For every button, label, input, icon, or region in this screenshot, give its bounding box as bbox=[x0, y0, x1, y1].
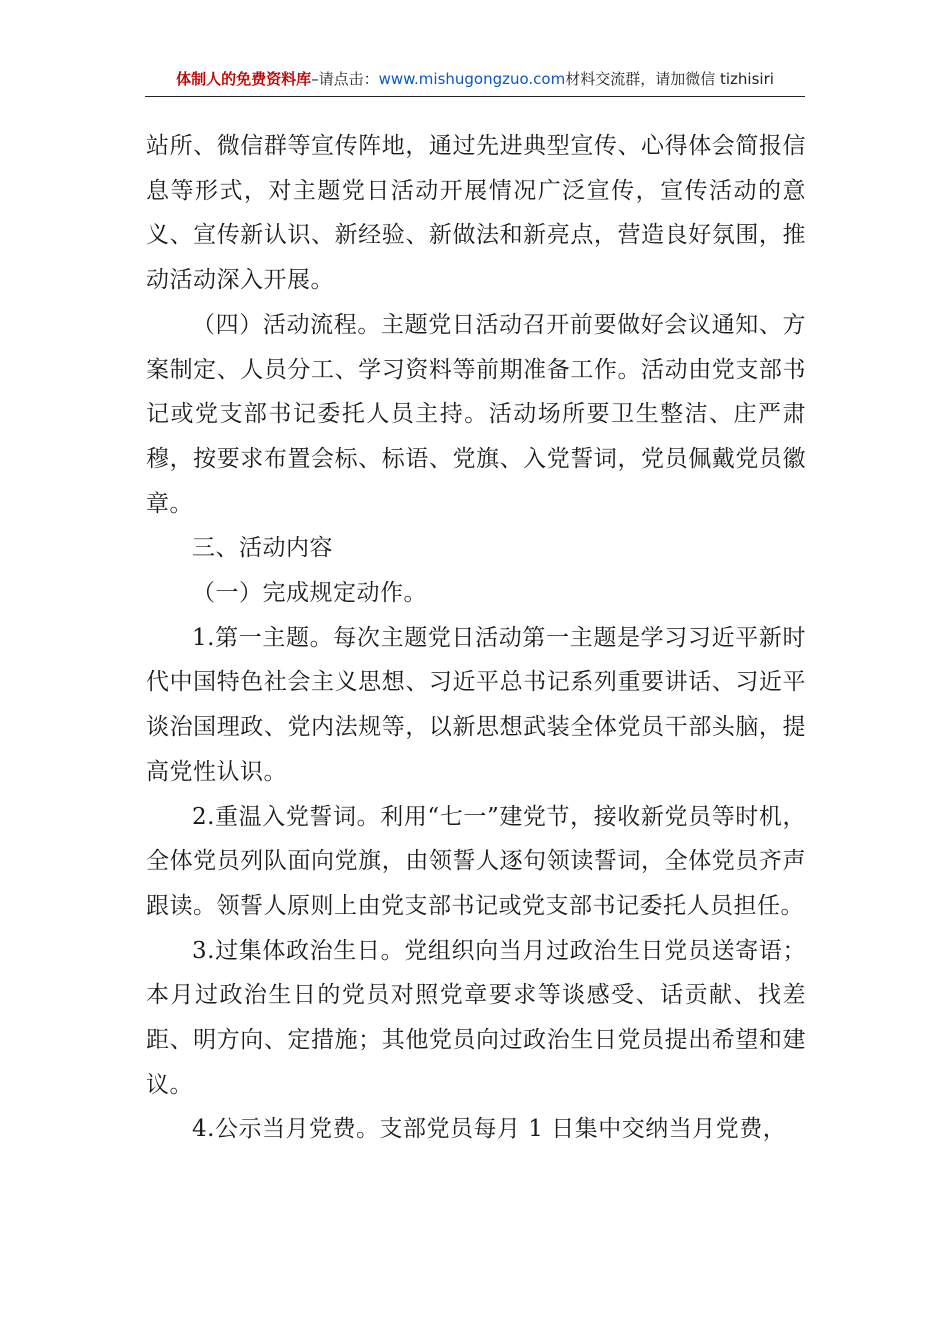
subheading-required-actions: （一）完成规定动作。 bbox=[192, 580, 427, 607]
paragraph-oath-review: 2.重温入党誓词。利用“七一”建党节，接收新党员等时机，全体党员列队面向党旗，由领誓人逐句领读誓词，全体党员齐声跟读。领誓人原则上由党支部书记或党支部书记委托人员担任。 bbox=[146, 803, 806, 919]
header-separator: –请点击： bbox=[311, 70, 379, 88]
header-tail-text: 材料交流群，请加微信 tizhisiri bbox=[565, 70, 774, 88]
page-header bbox=[145, 66, 805, 97]
section-heading-activity-content: 三、活动内容 bbox=[192, 535, 333, 562]
paragraph-publicity: 站所、微信群等宣传阵地，通过先进典型宣传、心得体会简报信息等形式，对主题党日活动开展情况广泛宣传，宣传活动的意义、宣传新认识、新经验、新做法和新亮点，营造良好氛围，推动活动深入开展。 bbox=[146, 133, 806, 294]
paragraph-activity-process: （四）活动流程。主题党日活动召开前要做好会议通知、方案制定、人员分工、学习资料等前期准备工作。活动由党支部书记或党支部书记委托人员主持。活动场所要卫生整洁、庄严肃穆，按要求布置会标、标语、党旗、入党誓词，党员佩戴党员徽章。 bbox=[146, 311, 806, 517]
header-url-link[interactable]: www.mishugongzuo.com bbox=[378, 70, 566, 88]
paragraph-first-theme: 1.第一主题。每次主题党日活动第一主题是学习习近平新时代中国特色社会主义思想、习近平总书记系列重要讲话、习近平谈治国理政、党内法规等，以新思想武装全体党员干部头脑，提高党性认识。 bbox=[146, 624, 806, 785]
document-body bbox=[146, 124, 806, 1152]
paragraph-party-dues: 4.公示当月党费。支部党员每月 1 日集中交纳当月党费， bbox=[192, 1116, 787, 1143]
header-brand: 体制人的免费资料库 bbox=[176, 70, 312, 88]
paragraph-political-birthday: 3.过集体政治生日。党组织向当月过政治生日党员送寄语；本月过政治生日的党员对照党章要求等谈感受、话贡献、找差距、明方向、定措施；其他党员向过政治生日党员提出希望和建议。 bbox=[146, 937, 806, 1098]
